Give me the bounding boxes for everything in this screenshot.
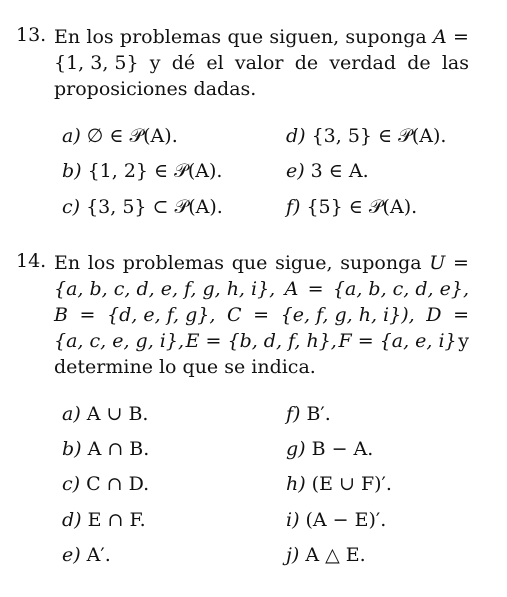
problem-statement-line-2 [54,276,469,302]
item-expression: B′. [306,403,331,425]
word: suponga [345,26,427,48]
item-label: b) [62,160,82,182]
math-word: E = {b, d, f, h}, [185,330,337,352]
problem-statement-line-3 [54,302,469,328]
item-label: d) [286,125,306,147]
item-expression: A ∩ B. [87,438,150,460]
problem-statement-line-3: proposiciones dadas. [54,78,257,100]
problem-number: 14. [16,250,47,272]
item-expression: C ∩ D. [86,473,150,495]
item-label: a) [62,125,81,147]
exercise-item-14g [286,436,373,462]
item-label: a) [62,403,81,425]
item-expression: A △ E. [305,544,366,566]
word: verdad [329,52,397,74]
math-word: {e, f, g, h, i}), [280,304,415,326]
item-expression: B − A. [311,438,374,460]
item-label: b) [62,438,82,460]
item-expression: ∅ ∈ 𝒫(A). [86,125,178,147]
item-expression: (A − E)′. [305,509,387,531]
exercise-item-13a [62,123,178,149]
word: los [86,26,114,48]
word: y [458,330,469,352]
item-expression: {3, 5} ⊂ 𝒫(A). [86,196,223,218]
item-expression: E ∩ F. [87,509,146,531]
item-label: c) [62,473,81,495]
math-word: {d, e, f, g}, [107,304,216,326]
math-word: = [79,304,96,326]
item-label: d) [62,509,82,531]
word: los [87,252,116,274]
math-word: A [284,278,299,300]
math-word: U [429,252,446,274]
item-label: e) [286,160,305,182]
math-word: = [453,304,469,326]
math-word: {a, c, e, g, i}, [54,330,184,352]
word: = [452,26,469,48]
exercise-item-13b [62,158,222,184]
word: que [227,26,264,48]
word: de [407,52,431,74]
exercise-item-14i [286,507,386,533]
exercise-item-13c [62,194,223,220]
word: valor [234,52,284,74]
exercise-item-13f [286,194,417,220]
word: que [231,252,268,274]
item-label: f) [286,403,301,425]
item-expression: {1, 2} ∈ 𝒫(A). [87,160,223,182]
item-label: h) [286,473,306,495]
item-label: i) [286,509,300,531]
exercise-item-14d [62,507,146,533]
word: En [54,252,81,274]
word: En [54,26,81,48]
item-label: j) [286,544,300,566]
exercise-item-13d [286,123,446,149]
math-word: = [307,278,324,300]
word: y [149,52,161,74]
item-expression: 3 ∈ A. [310,160,369,182]
item-expression: A′. [86,544,111,566]
item-expression: {5} ∈ 𝒫(A). [306,196,418,218]
word: de [294,52,319,74]
exercise-item-14h [286,471,392,497]
math-word: D [426,304,442,326]
problem-statement-line-5: determine lo que se indica. [54,356,316,378]
problem-statement-line-4 [54,328,469,354]
math-word: F = {a, e, i} [338,330,457,352]
word: siguen, [269,26,340,48]
item-expression: (E ∪ F)′. [311,473,392,495]
exercise-item-14e [62,542,111,568]
word: problemas [122,252,225,274]
word: = [452,252,469,274]
math-word: C [227,304,242,326]
word: suponga [340,252,422,274]
item-label: e) [62,544,81,566]
item-expression: A ∪ B. [86,403,149,425]
math-word: B [54,304,68,326]
problem-statement-line-2 [54,50,469,76]
word: dé [171,52,196,74]
math-word: A [432,26,447,48]
exercise-item-14c [62,471,149,497]
problem-statement-line-1 [54,24,469,50]
item-label: f) [286,196,301,218]
exercise-item-14j [286,542,366,568]
word: las [441,52,469,74]
math-word: {a, b, c, d, e, f, g, h, i}, [54,278,276,300]
exercise-item-14f [286,401,331,427]
exercise-item-14b [62,436,149,462]
math-word: = [253,304,270,326]
problem-number: 13. [16,24,47,46]
exercise-item-14a [62,401,148,427]
math-word: {a, b, c, d, e}, [332,278,469,300]
math-word: {1, 3, 5} [54,52,139,74]
problem-statement-line-1 [54,250,469,276]
exercise-item-13e [286,158,369,184]
word: problemas [119,26,222,48]
word: sigue, [275,252,333,274]
item-label: c) [62,196,81,218]
item-expression: {3, 5} ∈ 𝒫(A). [311,125,447,147]
word: el [206,52,224,74]
item-label: g) [286,438,306,460]
